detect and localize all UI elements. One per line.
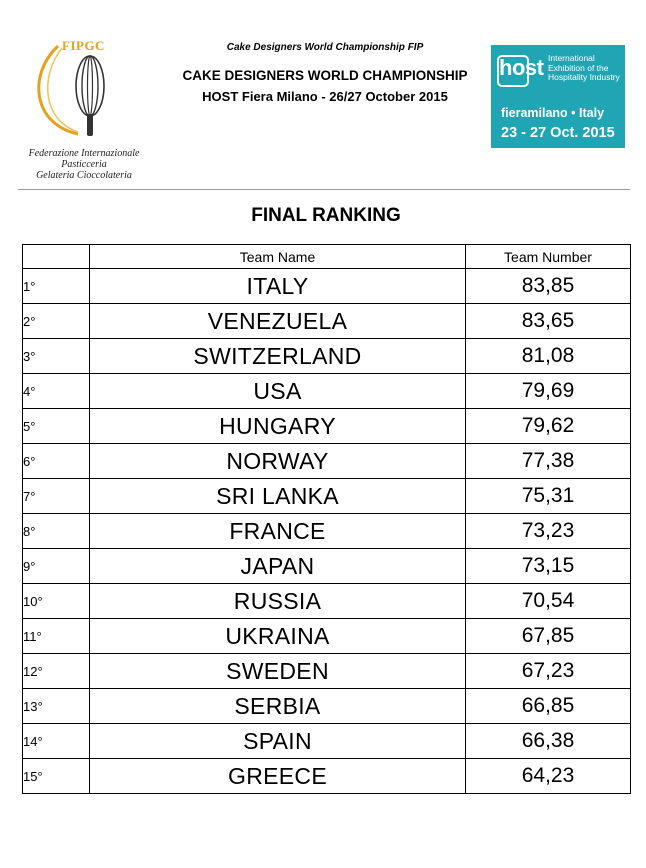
team-name-cell: FRANCE [90, 514, 466, 549]
team-name-cell: SRI LANKA [90, 479, 466, 514]
team-number-cell: 73,23 [466, 514, 631, 549]
team-name-cell: SWITZERLAND [90, 339, 466, 374]
team-number-cell: 75,31 [466, 479, 631, 514]
ranking-title: FINAL RANKING [251, 205, 401, 226]
team-number-cell: 83,85 [466, 269, 631, 304]
team-number-cell: 81,08 [466, 339, 631, 374]
table-row [23, 619, 631, 654]
position-cell: 8° [23, 514, 90, 549]
team-name-cell: NORWAY [90, 444, 466, 479]
table-row [23, 444, 631, 479]
team-name-cell: SWEDEN [90, 654, 466, 689]
host-venue: fieramilano • Italy [501, 106, 605, 120]
table-row [23, 304, 631, 339]
header-subtitle: Cake Designers World Championship FIP [226, 42, 424, 53]
team-number-cell: 67,23 [466, 654, 631, 689]
table-row [23, 409, 631, 444]
team-name-cell: UKRAINA [90, 619, 466, 654]
team-name-cell: SPAIN [90, 724, 466, 759]
ranking-table [22, 244, 631, 794]
team-number-cell: 79,62 [466, 409, 631, 444]
table-row [23, 759, 631, 794]
logo-acronym: FIPGC [62, 38, 105, 53]
table-row [23, 339, 631, 374]
table-row [23, 549, 631, 584]
position-cell: 3° [23, 339, 90, 374]
ranking-rows [23, 269, 631, 794]
team-name-cell: JAPAN [90, 549, 466, 584]
header-divider [18, 189, 630, 190]
position-cell: 6° [23, 444, 90, 479]
host-wordmark: host [499, 55, 544, 80]
position-cell: 15° [23, 759, 90, 794]
fipgc-logo [18, 34, 168, 184]
table-row [23, 374, 631, 409]
position-cell: 13° [23, 689, 90, 724]
team-name-cell: RUSSIA [90, 584, 466, 619]
team-name-header: Team Name [90, 245, 466, 269]
position-cell: 14° [23, 724, 90, 759]
table-row [23, 654, 631, 689]
position-cell: 4° [23, 374, 90, 409]
table-row [23, 689, 631, 724]
table-row [23, 514, 631, 549]
table-row [23, 479, 631, 514]
team-number-cell: 66,38 [466, 724, 631, 759]
team-number-cell: 83,65 [466, 304, 631, 339]
team-number-cell: 66,85 [466, 689, 631, 724]
host-dates: 23 - 27 Oct. 2015 [501, 125, 615, 141]
team-name-cell: GREECE [90, 759, 466, 794]
position-cell: 7° [23, 479, 90, 514]
host-badge [491, 45, 625, 148]
team-number-cell: 67,85 [466, 619, 631, 654]
team-name-cell: SERBIA [90, 689, 466, 724]
host-tagline: International Exhibition of the Hospitality Industry [548, 53, 620, 82]
team-number-header: Team Number [466, 245, 631, 269]
team-name-cell: HUNGARY [90, 409, 466, 444]
team-name-cell: USA [90, 374, 466, 409]
position-cell: 10° [23, 584, 90, 619]
team-number-cell: 70,54 [466, 584, 631, 619]
team-number-cell: 64,23 [466, 759, 631, 794]
header-title: CAKE DESIGNERS WORLD CHAMPIONSHIP [182, 68, 468, 83]
team-number-cell: 77,38 [466, 444, 631, 479]
table-header-row [23, 245, 631, 269]
position-cell: 2° [23, 304, 90, 339]
logo-org-name: Federazione Internazionale Pasticceria Gelateria Cioccolateria [28, 148, 140, 181]
team-number-cell: 73,15 [466, 549, 631, 584]
table-row [23, 724, 631, 759]
team-number-cell: 79,69 [466, 374, 631, 409]
position-cell: 9° [23, 549, 90, 584]
team-name-cell: VENEZUELA [90, 304, 466, 339]
position-cell: 1° [23, 269, 90, 304]
position-header [23, 245, 90, 269]
position-cell: 12° [23, 654, 90, 689]
header-location: HOST Fiera Milano - 26/27 October 2015 [202, 89, 448, 104]
position-cell: 11° [23, 619, 90, 654]
table-row [23, 269, 631, 304]
position-cell: 5° [23, 409, 90, 444]
table-row [23, 584, 631, 619]
team-name-cell: ITALY [90, 269, 466, 304]
